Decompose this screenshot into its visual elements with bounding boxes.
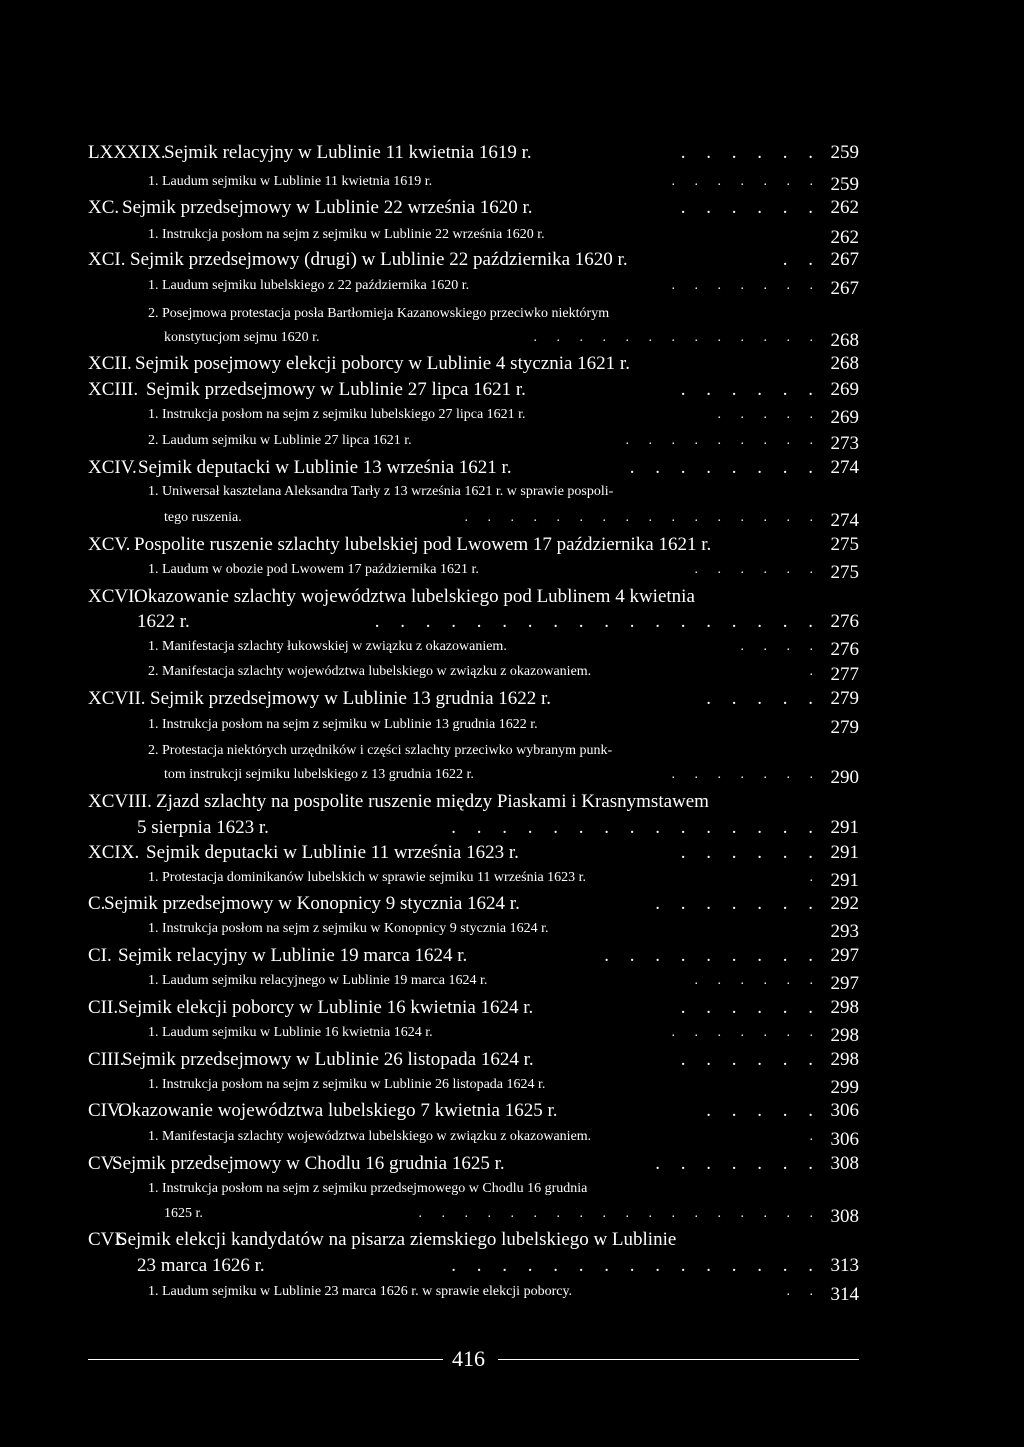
toc-entry-label: 2.: [148, 306, 159, 321]
toc-page-number: 291: [830, 842, 859, 863]
toc-entry-title: Instrukcja posłom na sejm z sejmiku w Lublinie 22 września 1620 r.: [162, 227, 545, 242]
dot-leader: . . . . . . .: [671, 767, 821, 782]
toc-entry-title: Laudum w obozie pod Lwowem 17 października 1621 r.: [162, 562, 479, 577]
dot-leader: . . . . . . . . . . . . . . . .: [464, 510, 821, 525]
toc-entry-label: 1.: [148, 227, 159, 242]
toc-entry-label: 1.: [148, 1077, 159, 1092]
dot-leader: . .: [782, 249, 821, 270]
toc-page-number: 275: [830, 562, 859, 583]
toc-entry-label: 1.: [148, 717, 159, 732]
toc-entry-title: Laudum sejmiku w Lublinie 16 kwietnia 1624 r.: [162, 1025, 433, 1040]
toc-entry-title: 1622 r.: [137, 611, 190, 632]
toc-entry-label: 1.: [148, 1129, 159, 1144]
toc-page-number: 267: [830, 249, 859, 270]
toc-entry-label: 1.: [148, 484, 159, 499]
toc-entry-title: Pospolite ruszenie szlachty lubelskiej pod Lwowem 17 października 1621 r.: [134, 534, 712, 555]
toc-page-number: 297: [830, 973, 859, 994]
dot-leader: . . . . . .: [680, 842, 821, 863]
toc-entry-title: Protestacja niektórych urzędników i części szlachty przeciwko wybranym punk-: [162, 743, 613, 758]
toc-page-number: 267: [830, 278, 859, 299]
toc-entry-label: CII.: [88, 997, 119, 1018]
toc-entry-label: 1.: [148, 973, 159, 988]
toc-page-number: 306: [830, 1129, 859, 1150]
toc-entry-label: 1.: [148, 562, 159, 577]
toc-entry-label: 1.: [148, 407, 159, 422]
toc-entry-title: Sejmik relacyjny w Lublinie 19 marca 1624 r.: [118, 945, 468, 966]
toc-entry-label: CI.: [88, 945, 112, 966]
toc-entry-label: 1.: [148, 921, 159, 936]
toc-page-number: 290: [830, 767, 859, 788]
toc-page-number: 298: [830, 1049, 859, 1070]
toc-entry-title: Laudum sejmiku relacyjnego w Lublinie 19 marca 1624 r.: [162, 973, 488, 988]
toc-entry-title: 23 marca 1626 r.: [137, 1255, 265, 1276]
toc-entry-label: XCV.: [88, 534, 131, 555]
dot-leader: .: [809, 1129, 821, 1144]
toc-entry-title: Sejmik przedsejmowy w Konopnicy 9 stycznia 1624 r.: [104, 893, 520, 914]
footer-rule-left: [88, 1359, 443, 1360]
toc-entry-title: Sejmik deputacki w Lublinie 11 września 1623 r.: [146, 842, 519, 863]
toc-entry-title: Manifestacja szlachty województwa lubelskiego w związku z okazowaniem.: [162, 1129, 592, 1144]
dot-leader: . . . . . .: [680, 379, 821, 400]
page-footer: [0, 1348, 1024, 1372]
toc-page-number: 269: [830, 407, 859, 428]
toc-entry-title: Sejmik przedsejmowy w Chodlu 16 grudnia 1625 r.: [112, 1153, 505, 1174]
toc-page-number: 308: [830, 1153, 859, 1174]
dot-leader: . . . . . . .: [671, 278, 821, 293]
toc-entry-title: Laudum sejmiku lubelskiego z 22 października 1620 r.: [162, 278, 470, 293]
toc-entry-label: XCII.: [88, 353, 132, 374]
dot-leader: . . . . . . .: [671, 174, 821, 189]
toc-entry-title: Posejmowa protestacja posła Bartłomieja Kazanowskiego przeciwko niektórym: [162, 306, 610, 321]
toc-entry-label: 1.: [148, 870, 159, 885]
toc-entry-title: konstytucjom sejmu 1620 r.: [164, 330, 320, 345]
page-number: 416: [452, 1346, 485, 1371]
toc-page-number: 314: [830, 1284, 859, 1305]
dot-leader: . . . . . .: [680, 1049, 821, 1070]
toc-entry-title: Sejmik relacyjny w Lublinie 11 kwietnia 1619 r.: [164, 142, 532, 163]
toc-page-number: 274: [830, 510, 859, 531]
toc-page-number: 308: [830, 1206, 859, 1227]
dot-leader: . . . . . . . . .: [625, 433, 821, 448]
toc-page-number: 259: [830, 142, 859, 163]
toc-page-number: 274: [830, 457, 859, 478]
dot-leader: . . . . . . . . . . . . . . .: [451, 817, 821, 838]
toc-page-number: 279: [830, 717, 859, 738]
toc-entry-label: XCVIII.: [88, 791, 152, 812]
toc-entry-title: Sejmik elekcji kandydatów na pisarza ziemskiego lubelskiego w Lublinie: [117, 1229, 677, 1250]
toc-entry-title: Manifestacja szlachty województwa lubelskiego w związku z okazowaniem.: [162, 664, 592, 679]
toc-entry-label: XCVII.: [88, 688, 146, 709]
toc-page-number: 262: [830, 197, 859, 218]
toc-entry-title: Laudum sejmiku w Lublinie 27 lipca 1621 r.: [162, 433, 412, 448]
toc-page-number: 273: [830, 433, 859, 454]
toc-page-number: 276: [830, 611, 859, 632]
dot-leader: . . . . . . . .: [629, 457, 821, 478]
toc-page-number: 268: [830, 353, 859, 374]
toc-page-number: 277: [830, 664, 859, 685]
toc-entry-title: Laudum sejmiku w Lublinie 23 marca 1626 r. w sprawie elekcji poborcy.: [162, 1284, 573, 1299]
dot-leader: . . . . . . .: [655, 1153, 821, 1174]
toc-entry-title: Instrukcja posłom na sejm z sejmiku lubelskiego 27 lipca 1621 r.: [162, 407, 526, 422]
toc-page-number: 299: [830, 1077, 859, 1098]
toc-entry-label: XC.: [88, 197, 120, 218]
toc-entry-title: Sejmik posejmowy elekcji poborcy w Lublinie 4 stycznia 1621 r.: [135, 353, 630, 374]
dot-leader: . . . . . . . . . . . . . . . . . .: [418, 1206, 821, 1221]
toc-entry-label: CIV.: [88, 1100, 124, 1121]
toc-entry-label: LXXXIX.: [88, 142, 166, 163]
dot-leader: .: [809, 664, 821, 679]
toc-entry-title: Sejmik deputacki w Lublinie 13 września 1621 r.: [138, 457, 512, 478]
toc-page-number: 268: [830, 330, 859, 351]
toc-page-number: 291: [830, 870, 859, 891]
dot-leader: . . . . . .: [680, 197, 821, 218]
toc-entry-title: 1625 r.: [164, 1206, 203, 1221]
toc-entry-label: XCIV.: [88, 457, 137, 478]
toc-entry-label: 1.: [148, 1025, 159, 1040]
toc-entry-title: Sejmik przedsejmowy (drugi) w Lublinie 22 października 1620 r.: [130, 249, 628, 270]
toc-page-number: 292: [830, 893, 859, 914]
toc-entry-label: 1.: [148, 1181, 159, 1196]
dot-leader: . .: [786, 1284, 821, 1299]
toc-page-number: 306: [830, 1100, 859, 1121]
toc-entry-title: Protestacja dominikanów lubelskich w sprawie sejmiku 11 września 1623 r.: [162, 870, 587, 885]
toc-entry-label: CV.: [88, 1153, 117, 1174]
toc-entry-label: 2.: [148, 743, 159, 758]
toc-entry-title: Instrukcja posłom na sejm z sejmiku w Lublinie 13 grudnia 1622 r.: [162, 717, 538, 732]
toc-entry-title: Instrukcja posłom na sejm z sejmiku w Konopnicy 9 stycznia 1624 r.: [162, 921, 549, 936]
footer-rule-right: [498, 1359, 859, 1360]
toc-entry-label: C.: [88, 893, 106, 914]
toc-entry-title: Uniwersał kasztelana Aleksandra Tarły z 13 września 1621 r. w sprawie pospoli-: [162, 484, 614, 499]
toc-entry-title: Laudum sejmiku w Lublinie 11 kwietnia 1619 r.: [162, 174, 433, 189]
toc-entry-title: Instrukcja posłom na sejm z sejmiku w Lublinie 26 listopada 1624 r.: [162, 1077, 546, 1092]
toc-entry-title: Sejmik przedsejmowy w Lublinie 27 lipca 1621 r.: [146, 379, 526, 400]
toc-page-number: 293: [830, 921, 859, 942]
dot-leader: . . . . . . .: [655, 893, 821, 914]
toc-entry-label: 1.: [148, 1284, 159, 1299]
toc-entry-title: Okazowanie województwa lubelskiego 7 kwietnia 1625 r.: [118, 1100, 558, 1121]
dot-leader: . . . . .: [717, 407, 821, 422]
toc-entry-label: XCIII.: [88, 379, 139, 400]
toc-page-number: 269: [830, 379, 859, 400]
toc-entry-label: 2.: [148, 664, 159, 679]
toc-entry-title: Zjazd szlachty na pospolite ruszenie między Piaskami i Krasnymstawem: [156, 791, 709, 812]
toc-entry-label: 1.: [148, 278, 159, 293]
toc-entry-title: tego ruszenia.: [164, 510, 242, 525]
dot-leader: . . . . . . . . . . . . . . .: [451, 1255, 821, 1276]
dot-leader: . . . . . .: [680, 142, 821, 163]
dot-leader: . . . .: [740, 639, 821, 654]
toc-entry-label: XCI.: [88, 249, 126, 270]
toc-entry-label: 2.: [148, 433, 159, 448]
toc-entry-title: Okazowanie szlachty województwa lubelskiego pod Lublinem 4 kwietnia: [134, 586, 695, 607]
dot-leader: . . . . . .: [680, 997, 821, 1018]
toc-entry-title: Manifestacja szlachty łukowskiej w związku z okazowaniem.: [162, 639, 507, 654]
toc-page-number: 291: [830, 817, 859, 838]
toc-entry-label: CVI.: [88, 1229, 126, 1250]
toc-entry-title: Sejmik przedsejmowy w Lublinie 26 listopada 1624 r.: [122, 1049, 534, 1070]
toc-entry-label: XCVI.: [88, 586, 140, 607]
toc-entry-title: Instrukcja posłom na sejm z sejmiku przedsejmowego w Chodlu 16 grudnia: [162, 1181, 588, 1196]
dot-leader: . . . . . . . . . . . . .: [533, 330, 821, 345]
toc-entry-title: Sejmik elekcji poborcy w Lublinie 16 kwietnia 1624 r.: [118, 997, 534, 1018]
toc-entry-title: tom instrukcji sejmiku lubelskiego z 13 grudnia 1622 r.: [164, 767, 474, 782]
dot-leader: . . . . .: [706, 1100, 821, 1121]
toc-page-number: 298: [830, 997, 859, 1018]
toc-page-number: 275: [830, 534, 859, 555]
toc-page-number: 298: [830, 1025, 859, 1046]
toc-page-number: 259: [830, 174, 859, 195]
toc-page-number: 262: [830, 227, 859, 248]
dot-leader: . . . . . . .: [671, 1025, 821, 1040]
dot-leader: . . . . . .: [694, 973, 821, 988]
toc-entry-title: Sejmik przedsejmowy w Lublinie 13 grudnia 1622 r.: [150, 688, 552, 709]
toc-entry-label: CIII.: [88, 1049, 125, 1070]
dot-leader: . . . . . . . . . . . . . . . . . .: [374, 611, 821, 632]
toc-entry-label: 1.: [148, 639, 159, 654]
dot-leader: . . . . . . . . .: [604, 945, 821, 966]
toc-page-number: 297: [830, 945, 859, 966]
toc-page-number: 313: [830, 1255, 859, 1276]
toc-page-number: 276: [830, 639, 859, 660]
toc-entry-label: XCIX.: [88, 842, 140, 863]
toc-entry-title: 5 sierpnia 1623 r.: [137, 817, 269, 838]
dot-leader: .: [809, 870, 821, 885]
dot-leader: . . . . . .: [694, 562, 821, 577]
toc-entry-label: 1.: [148, 174, 159, 189]
dot-leader: . . . . .: [706, 688, 821, 709]
toc-entry-title: Sejmik przedsejmowy w Lublinie 22 września 1620 r.: [122, 197, 533, 218]
toc-page-number: 279: [830, 688, 859, 709]
